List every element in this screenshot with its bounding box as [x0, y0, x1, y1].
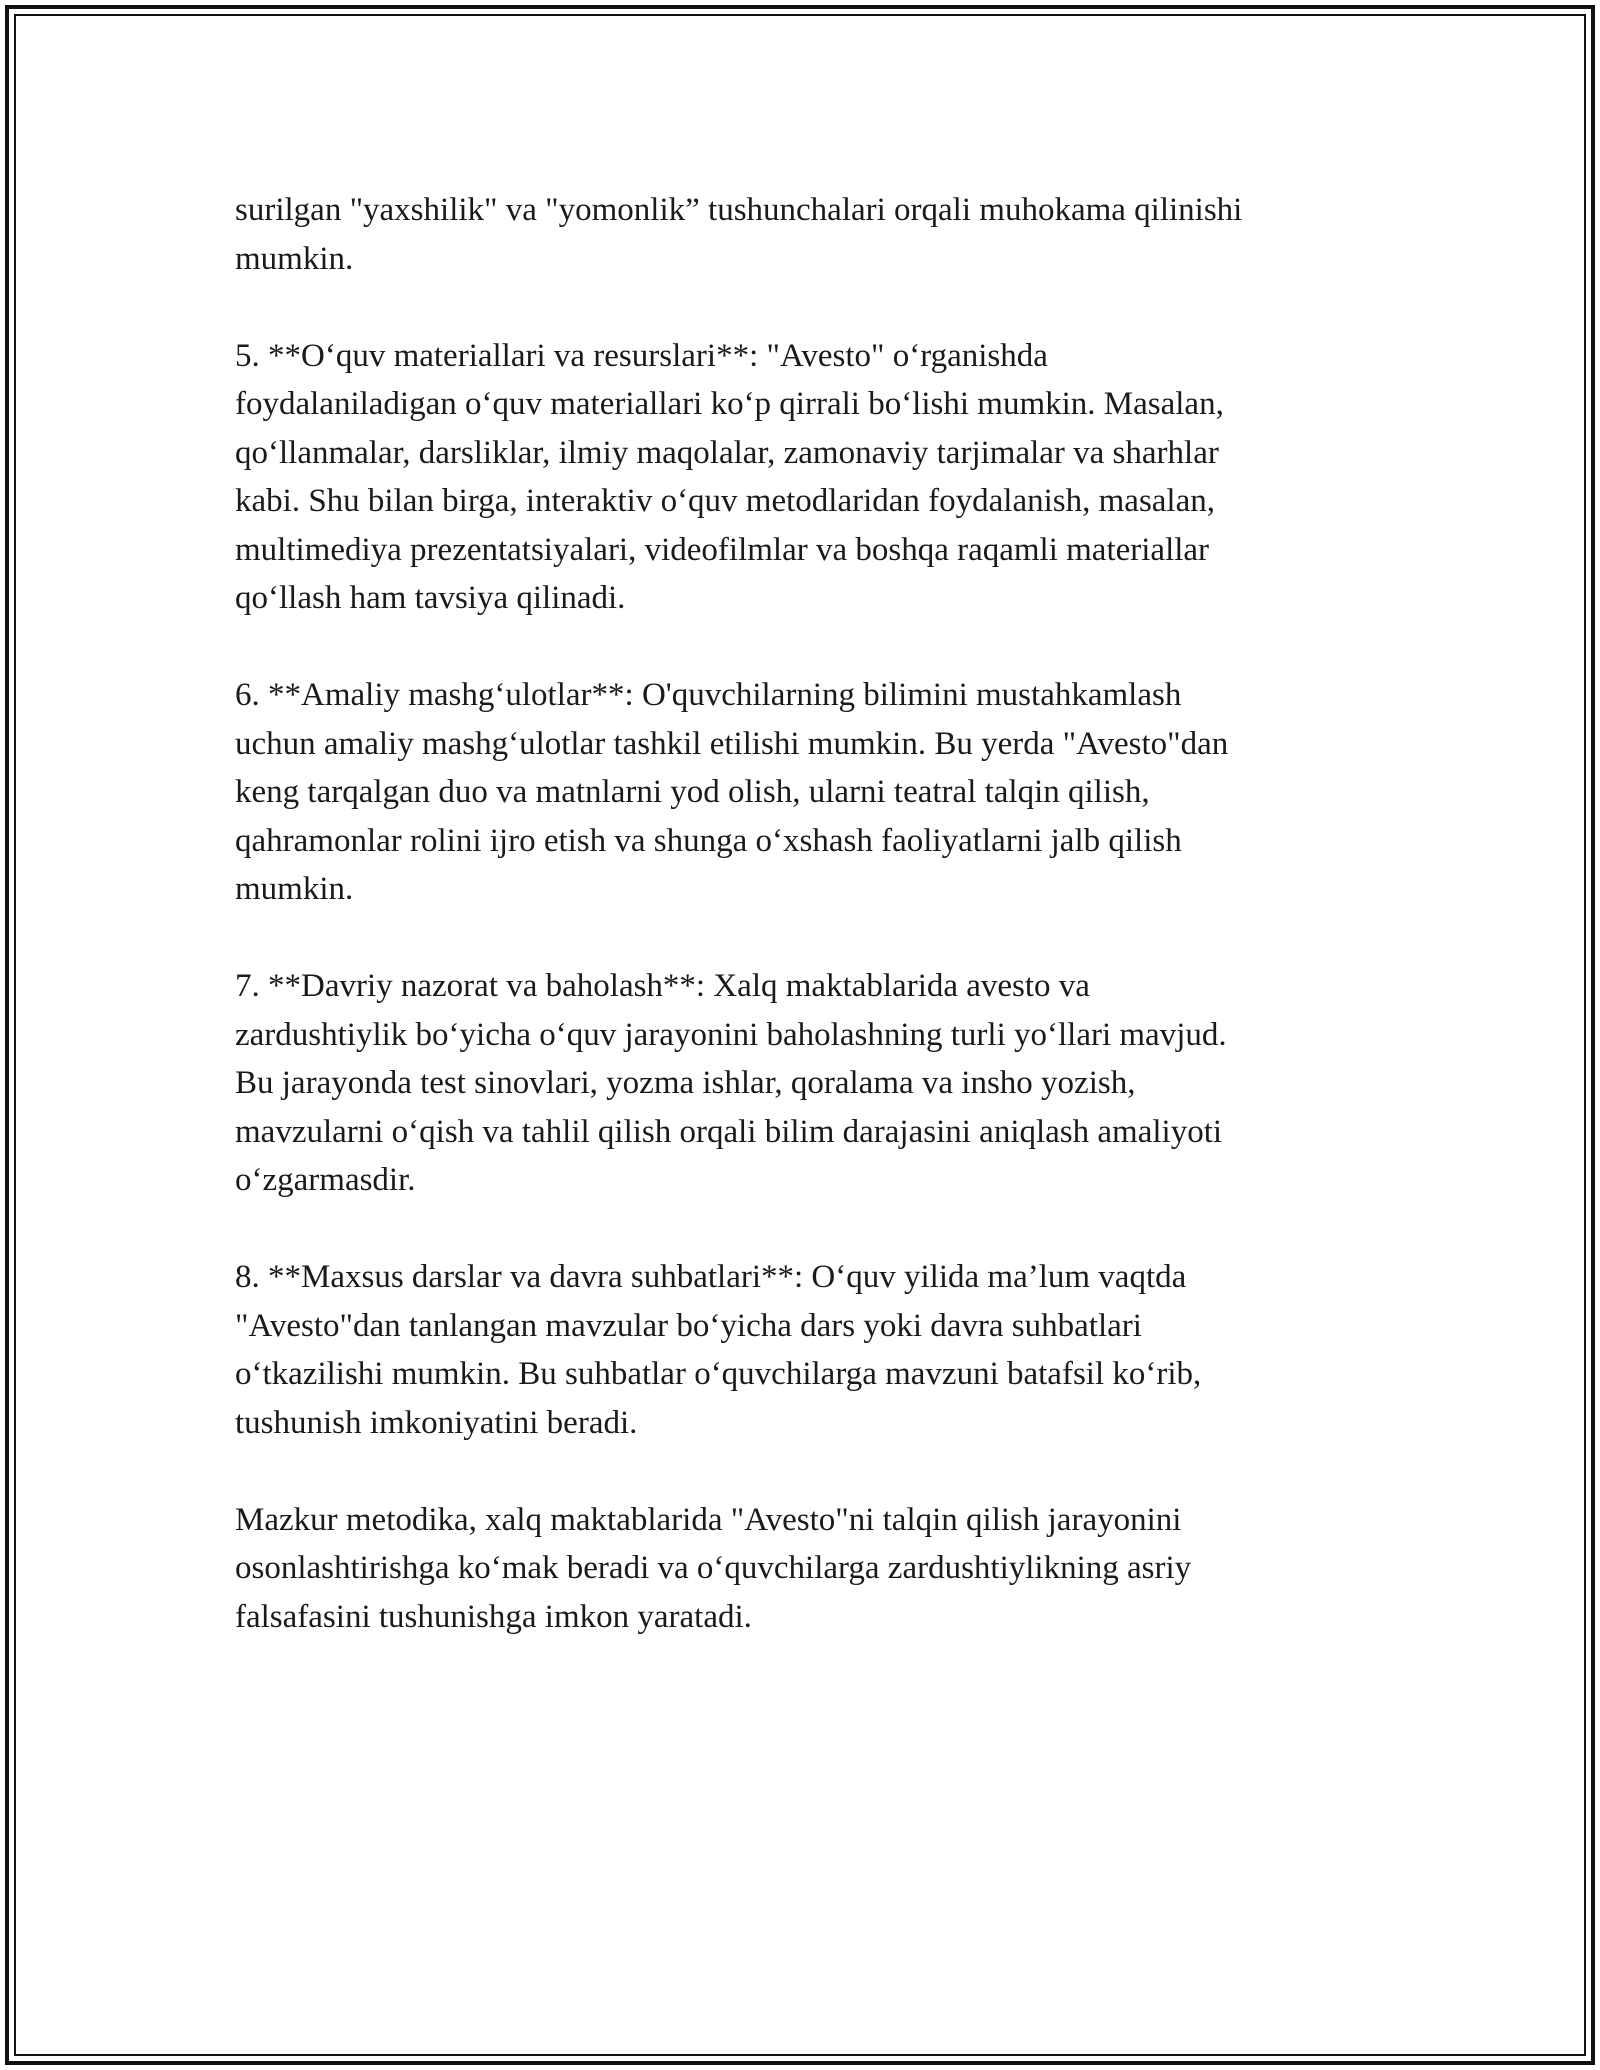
- paragraph-conclusion: Mazkur metodika, xalq maktablarida "Avesto"ni talqin qilish jarayonini osonlashtirishga ko‘mak beradi va o‘quvchilarga zardushtiylikning asriy falsafasini tushunishga imkon yaratadi.: [235, 1501, 1192, 1635]
- paragraph-continuation: surilgan "yaxshilik" va "yomonlik” tushunchalari orqali muhokama qilinishi mumkin.: [235, 192, 1243, 277]
- paragraph-item-7: 7. **Davriy nazorat va baholash**: Xalq maktablarida avesto va zardushtiylik bo‘yicha o‘quv jarayonini baholashning turli yo‘llari mavjud. Bu jarayonda test sinovlari, yozma ishlar, qoralama va insho yozish, mavzularni o‘qish va tahlil qilish orqali bilim darajasini aniqlash amaliyoti o‘zgarmasdir.: [235, 968, 1227, 1198]
- document-body: [235, 186, 1385, 1641]
- paragraph-item-5: 5. **O‘quv materiallari va resurslari**: "Avesto" o‘rganishda foydalaniladigan o‘quv materiallari ko‘p qirrali bo‘lishi mumkin. Masalan, qo‘llanmalar, darsliklar, ilmiy maqolalar, zamonaviy tarjimalar va sharhlar kabi. Shu bilan birga, interaktiv o‘quv metodlaridan foydalanish, masalan, multimediya prezentatsiyalari, videofilmlar va boshqa raqamli materiallar qo‘llash ham tavsiya qilinadi.: [235, 337, 1224, 616]
- paragraph-item-8: 8. **Maxsus darslar va davra suhbatlari**: O‘quv yilida ma’lum vaqtda "Avesto"dan tanlangan mavzular bo‘yicha dars yoki davra suhbatlari o‘tkazilishi mumkin. Bu suhbatlar o‘quvchilarga mavzuni batafsil ko‘rib, tushunish imkoniyatini beradi.: [235, 1259, 1202, 1441]
- paragraph-item-6: 6. **Amaliy mashg‘ulotlar**: O'quvchilarning bilimini mustahkamlash uchun amaliy mashg‘ulotlar tashkil etilishi mumkin. Bu yerda "Avesto"dan keng tarqalgan duo va matnlarni yod olish, ularni teatral talqin qilish, qahramonlar rolini ijro etish va shunga o‘xshash faoliyatlarni jalb qilish mumkin.: [235, 677, 1229, 907]
